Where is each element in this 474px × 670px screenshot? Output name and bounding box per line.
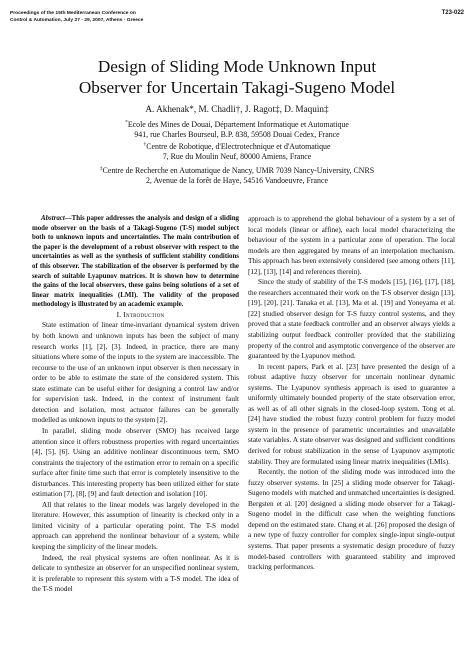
affiliation-line: 2, Avenue de la forêt de Haye, 54516 Vandoeuvre, France <box>145 176 328 186</box>
affiliation-line: Centre de Recherche en Automatique de Nancy, UMR 7039 Nancy-University, CNRS <box>102 166 375 175</box>
affiliation-mark: ‡ <box>99 165 103 172</box>
affiliation-line: 7, Rue du Moulin Neuf, 80000 Amiens, France <box>162 152 312 162</box>
right-column <box>248 214 455 573</box>
affiliation-line: Centre de Robotique, d'Electrotechnique et d'Automatique <box>146 142 331 151</box>
section-heading: I. Introduction <box>116 309 165 319</box>
title-line: Observer for Uncertain Takagi-Sugeno Model <box>78 78 396 97</box>
affiliation-line: 941, rue Charles Bourseul, B.P. 838, 59508 Douai Cedex, France <box>134 130 340 140</box>
left-column <box>32 214 239 595</box>
author-list: A. Akhenak*, M. Chadli†, J. Ragot‡, D. Maquin‡ <box>145 104 329 114</box>
affiliation-mark: † <box>143 141 147 148</box>
affiliation <box>20 166 454 187</box>
conference-header-line: Control & Automation, July 27 - 29, 2007, Athens - Greece <box>10 18 144 24</box>
body-paragraph: State estimation of linear time-invariant dynamical system driven by both known and unknown inputs has been the subject of many research works [1], [2], [3]. Indeed, in practice, there are many situations where some of the inputs to the system are inaccessible. The recourse to the use of an unknown input observer is then necessary in order to be able to estimate the state of the considered system. This state estimate can be useful either for designing a control law and/or for supervision task. Indeed, in the context of instrument fault detection and isolation, most actuator failures can be generally modelled as unknown inputs to the system [2]. <box>32 321 239 425</box>
conference-header-line: Proceedings of the 15th Mediterranean Conference on <box>10 11 136 16</box>
affiliation-line: Ecole des Mines de Douai, Département Informatique et Automatique <box>127 120 349 129</box>
body-paragraph: Recently, the notion of the sliding mode was introduced into the fuzzy observer systems. In [25] a sliding mode observer for Takagi-Sugeno models with matched and unmatched uncertainties is designed. Bergsten et al. [20] designed a sliding mode observer for a Takagi-Sugeno model in the difficult case when the weighting functions depend on the estimated state. Chang et al. [26] proposed the design of a new type of fuzzy controller for complex single-input single-output systems. That paper presents a systematic design procedure of fuzzy model-based controllers with guaranteed stability and improved tracking performances. <box>248 468 455 572</box>
conference-header <box>10 10 143 24</box>
affiliation <box>20 142 454 163</box>
body-paragraph: All that relates to the linear models was largely developed in the literature. However, this assumption of linearity is checked only in a limited vicinity of a particular operating point. The T-S model approach can apprehend the nonlinear behaviour of a system, while keeping the simplicity of the linear models. <box>32 500 239 551</box>
paper-title <box>20 56 454 98</box>
title-line: Design of Sliding Mode Unknown Input <box>97 57 377 76</box>
affiliation-mark: * <box>125 119 128 126</box>
body-paragraph: Indeed, the real physical systems are often nonlinear. As it is delicate to synthesize an observer for an unspecified nonlinear system, it is preferable to represent this system with a T-S model. The idea of the T-S model <box>32 553 239 594</box>
body-paragraph: In recent papers, Park et al. [23] have presented the design of a robust adaptive fuzzy observer for uncertain nonlinear dynamic systems. The Lyapunov synthesis approach is used to guarantee a uniformly ultimately bounded property of the state observation error, as well as of all other signals in the closed-loop system. Tong et al. [24] have studied the robust fuzzy control problem for fuzzy model system in the presence of parametric uncertainties and unavailable state variables. A state observer was designed and sufficient conditions derived for robust stabilization in the sense of Lyapunov asymptotic stability. They are formulated using linear matrix inequalities (LMIs). <box>248 362 455 466</box>
abstract-label: Abstract <box>41 215 65 222</box>
body-paragraph: approach is to apprehend the global behaviour of a system by a set of local models (linear or affine), each local model characterizing the behaviour of the system in a particular zone of operation. The local models are then aggregated by means of an interpolation mechanism. This approach has been extensively considered (see among others [11], [12], [13], [14] and references therein). <box>248 215 455 276</box>
body-paragraph: In parallel, sliding mode observer (SMO) has received large attention since it offers robustness properties with regard uncertainties [4], [5], [6]. Using an additive nonlinear discontinuous term, SMO constraints the trajectory of the estimation error to remain on a specific surface after finite time such that error is completely insensitive to the disturbances. This interesting property has been utilized either for state estimation [7], [8], [9] and fault detection and isolation [10]. <box>32 426 239 499</box>
paper-id: T23-022 <box>441 10 464 16</box>
abstract <box>32 214 239 310</box>
abstract-text: —This paper addresses the analysis and design of a sliding mode observer on the basis of a Takagi-Sugeno (T-S) model subject both to unknown inputs and uncertainties. The main contribution of the paper is the development of a robust observer with respect to the uncertainties as well as the synthesis of sufficient stability conditions of this observer. The stabilization of the observer is performed by the search of suitable Lyapunov matrices. It is shown how to determine the gains of the local observers, these gains being solutions of a set of linear matrix inequalities (LMI). The validity of the proposed methodology is illustrated by an academic example. <box>32 215 239 309</box>
body-paragraph: Since the study of stability of the T-S models [15], [16], [17], [18], the researchers accentuated their work on the T-S observer design [13], [19], [20], [21]. Tanaka et al. [13], Ma et al. [19] and Yoneyama et al. [22] studied observer design for T-S fuzzy control systems, and they proved that a state feedback controller and an observer always yields a stabilizing output feedback controller provided that the stabilizing property of the control and asymptotic convergence of the observer are guaranteed by the Lyapunov method. <box>248 278 455 361</box>
affiliation <box>20 120 454 141</box>
